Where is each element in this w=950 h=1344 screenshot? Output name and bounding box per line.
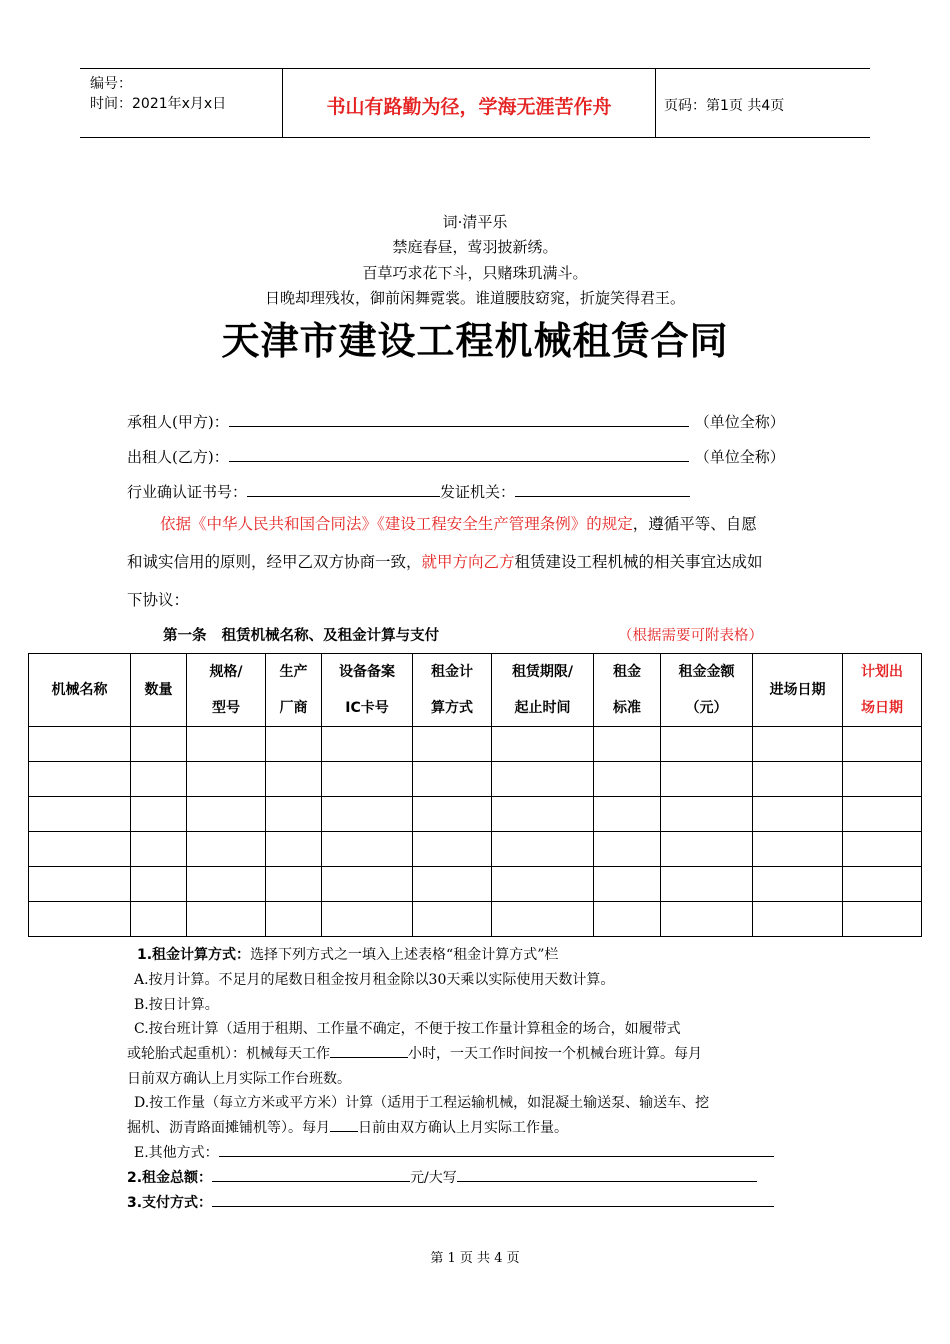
table-cell[interactable]	[29, 832, 131, 867]
column-header	[322, 654, 413, 727]
table-cell[interactable]	[594, 797, 661, 832]
column-header	[492, 654, 594, 727]
table-cell[interactable]	[187, 727, 266, 762]
rent-calc-section	[127, 944, 827, 1224]
rent-total-row	[127, 1167, 757, 1187]
table-cell[interactable]	[187, 902, 266, 937]
column-header	[753, 654, 843, 727]
intro-text: 租赁建设工程机械的相关事宜达成如	[514, 553, 763, 571]
table-cell[interactable]	[492, 797, 594, 832]
table-cell[interactable]	[492, 727, 594, 762]
intro-text: 和诚实信用的原则，经甲乙双方协商一致，	[127, 553, 422, 571]
table-cell[interactable]	[29, 867, 131, 902]
table-cell[interactable]	[322, 902, 413, 937]
column-header	[29, 654, 131, 727]
table-cell[interactable]	[322, 762, 413, 797]
table-cell[interactable]	[661, 762, 753, 797]
table-cell[interactable]	[661, 902, 753, 937]
poem-line: 日晚却理残妆，御前闲舞霓裳。谁道腰肢窈窕，折旋笑得君王。	[264, 289, 685, 307]
column-header-line: 场日期	[861, 700, 903, 716]
page-info: 页码：第1页 共4页	[664, 98, 785, 114]
lessor-label: 出租人(乙方)：	[127, 448, 229, 466]
table-row	[29, 832, 922, 867]
issuer-input-line[interactable]	[515, 482, 690, 497]
table-cell[interactable]	[492, 762, 594, 797]
table-cell[interactable]	[266, 902, 322, 937]
table-cell[interactable]	[29, 797, 131, 832]
table-cell[interactable]	[413, 762, 492, 797]
column-header	[594, 654, 661, 727]
table-cell[interactable]	[843, 867, 922, 902]
option-c-line3: 日前双方确认上月实际工作台班数。	[127, 1071, 351, 1087]
rent-total-label: 2.租金总额：	[127, 1170, 213, 1186]
option-e-row	[134, 1142, 774, 1162]
certificate-input-line[interactable]	[247, 482, 440, 497]
table-cell[interactable]	[594, 727, 661, 762]
table-cell[interactable]	[322, 797, 413, 832]
table-cell[interactable]	[266, 762, 322, 797]
lessor-input-line[interactable]	[229, 447, 689, 462]
table-cell[interactable]	[843, 832, 922, 867]
table-header-row	[29, 654, 922, 727]
table-cell[interactable]	[843, 727, 922, 762]
table-cell[interactable]	[187, 867, 266, 902]
table-cell[interactable]	[594, 832, 661, 867]
table-cell[interactable]	[594, 762, 661, 797]
option-b: B.按日计算。	[134, 997, 219, 1013]
intro-text: 下协议：	[127, 591, 190, 609]
table-cell[interactable]	[843, 797, 922, 832]
table-cell[interactable]	[131, 762, 187, 797]
column-header-line: 生产	[279, 664, 308, 680]
table-cell[interactable]	[322, 727, 413, 762]
column-header-line: 型号	[212, 700, 240, 716]
page-footer: 第 1 页 共 4 页	[430, 1251, 520, 1266]
option-c-line1: C.按台班计算（适用于租期、工作量不确定，不便于按工作量计算租金的场合，如履带式	[134, 1021, 681, 1037]
lessor-row	[127, 446, 785, 467]
table-cell[interactable]	[413, 797, 492, 832]
payment-input-line[interactable]	[212, 1192, 774, 1207]
hours-input-line[interactable]	[330, 1043, 408, 1058]
table-cell[interactable]	[131, 727, 187, 762]
table-cell[interactable]	[492, 867, 594, 902]
rent-calc-row	[137, 944, 558, 964]
column-header-line: IC卡号	[345, 700, 389, 716]
table-row	[29, 762, 922, 797]
column-header	[266, 654, 322, 727]
document-header	[80, 68, 870, 138]
table-cell[interactable]	[29, 762, 131, 797]
table-cell[interactable]	[29, 727, 131, 762]
option-d-line2	[127, 1117, 568, 1137]
option-d-line1: D.按工作量（每立方米或平方米）计算（适用于工程运输机械，如混凝土输送泵、输送车、挖	[134, 1095, 710, 1111]
table-cell[interactable]	[661, 867, 753, 902]
document-title: 天津市建设工程机械租赁合同	[221, 319, 729, 363]
table-cell[interactable]	[843, 902, 922, 937]
table-cell[interactable]	[492, 902, 594, 937]
rent-total-amount-line[interactable]	[212, 1167, 410, 1182]
poem-line: 百草巧求花下斗，只赌珠玑满斗。	[362, 264, 588, 282]
lessee-input-line[interactable]	[229, 412, 689, 427]
column-header-line: 租赁期限/	[511, 664, 574, 680]
table-cell[interactable]	[131, 902, 187, 937]
lessee-label: 承租人(甲方)：	[127, 413, 229, 431]
machinery-table	[28, 653, 922, 937]
table-cell[interactable]	[131, 797, 187, 832]
table-cell[interactable]	[322, 867, 413, 902]
table-row	[29, 797, 922, 832]
table-row	[29, 867, 922, 902]
table-cell[interactable]	[753, 727, 843, 762]
table-cell[interactable]	[187, 832, 266, 867]
column-header-line: 租金金额	[678, 664, 735, 680]
column-header	[413, 654, 492, 727]
header-divider	[655, 69, 656, 137]
table-cell[interactable]	[131, 832, 187, 867]
column-header-line: 设备备案	[339, 664, 395, 680]
poem-title: 词·清平乐	[442, 213, 508, 231]
column-header-line: 租金	[613, 664, 641, 680]
column-header-line: 规格/	[209, 664, 243, 680]
day-input-line[interactable]	[330, 1117, 358, 1132]
column-header-line: 标准	[613, 700, 641, 716]
poem-line: 禁庭春昼，莺羽披新绣。	[392, 238, 558, 256]
option-e-label: E.其他方式：	[134, 1145, 219, 1161]
issuer-label: 发证机关：	[440, 483, 516, 501]
intro-legal-basis: 依据《中华人民共和国合同法》《建设工程安全生产管理条例》的规定	[160, 515, 633, 533]
table-row	[29, 902, 922, 937]
table-cell[interactable]	[753, 902, 843, 937]
intro-text: ，遵循平等、自愿	[632, 515, 757, 533]
table-cell[interactable]	[753, 867, 843, 902]
table-cell[interactable]	[187, 762, 266, 797]
rent-calc-label: 1.租金计算方式：	[137, 947, 251, 963]
table-cell[interactable]	[187, 797, 266, 832]
option-c-text: 或轮胎式起重机）：机械每天工作	[127, 1046, 330, 1062]
lessor-suffix: （单位全称）	[694, 448, 785, 466]
rent-calc-desc: 选择下列方式之一填入上述表格“租金计算方式”栏	[250, 947, 559, 963]
column-header-line: 租金计	[431, 664, 473, 680]
certificate-label: 行业确认证书号：	[127, 483, 248, 501]
option-a: A.按月计算。不足月的尾数日租金按月租金除以30天乘以实际使用天数计算。	[134, 972, 615, 988]
payment-label: 3.支付方式：	[127, 1195, 213, 1211]
column-header-line: 数量	[144, 682, 173, 698]
table-cell[interactable]	[753, 762, 843, 797]
column-header	[187, 654, 266, 727]
table-cell[interactable]	[322, 832, 413, 867]
column-header-line: （元）	[685, 700, 728, 716]
option-c-line2	[127, 1043, 702, 1063]
lessee-row	[127, 411, 785, 432]
option-d-text: 日前由双方确认上月实际工作量。	[358, 1120, 568, 1136]
intro-direction: 就甲方向乙方	[421, 553, 515, 571]
table-cell[interactable]	[266, 797, 322, 832]
table-row	[29, 727, 922, 762]
rent-total-unit: 元/大写	[410, 1170, 457, 1186]
time-label: 时间：2021年x月x日	[90, 96, 227, 112]
table-cell[interactable]	[753, 797, 843, 832]
table-cell[interactable]	[594, 867, 661, 902]
column-header	[131, 654, 187, 727]
column-header-line: 机械名称	[51, 682, 108, 698]
table-cell[interactable]	[661, 797, 753, 832]
column-header	[661, 654, 753, 727]
payment-row	[127, 1192, 774, 1212]
table-cell[interactable]	[661, 727, 753, 762]
column-header	[843, 654, 922, 727]
certificate-row	[127, 481, 690, 502]
column-header-line: 厂商	[279, 700, 308, 716]
article1-note: （根据需要可附表格）	[618, 628, 763, 644]
option-d-text: 掘机、沥青路面摊铺机等）。每月	[127, 1120, 330, 1136]
rent-total-words-line[interactable]	[457, 1167, 757, 1182]
number-label: 编号：	[90, 76, 132, 92]
table-cell[interactable]	[753, 832, 843, 867]
column-header-line: 进场日期	[769, 682, 826, 698]
table-cell[interactable]	[413, 832, 492, 867]
table-cell[interactable]	[266, 832, 322, 867]
table-cell[interactable]	[266, 727, 322, 762]
column-header-line: 起止时间	[514, 700, 571, 716]
table-cell[interactable]	[843, 762, 922, 797]
table-cell[interactable]	[492, 832, 594, 867]
table-cell[interactable]	[266, 867, 322, 902]
table-cell[interactable]	[594, 902, 661, 937]
table-cell[interactable]	[131, 867, 187, 902]
table-cell[interactable]	[29, 902, 131, 937]
intro-paragraph	[127, 505, 827, 619]
table-cell[interactable]	[413, 727, 492, 762]
table-cell[interactable]	[413, 902, 492, 937]
other-method-input-line[interactable]	[219, 1142, 774, 1157]
table-cell[interactable]	[413, 867, 492, 902]
motto: 书山有路勤为径，学海无涯苦作舟	[326, 96, 612, 118]
column-header-line: 计划出	[861, 664, 903, 680]
article1-title: 第一条 租赁机械名称、及租金计算与支付	[163, 628, 440, 644]
column-header-line: 算方式	[431, 700, 473, 716]
lessee-suffix: （单位全称）	[694, 413, 785, 431]
table-cell[interactable]	[661, 832, 753, 867]
option-c-text: 小时，一天工作时间按一个机械台班计算。每月	[408, 1046, 702, 1062]
